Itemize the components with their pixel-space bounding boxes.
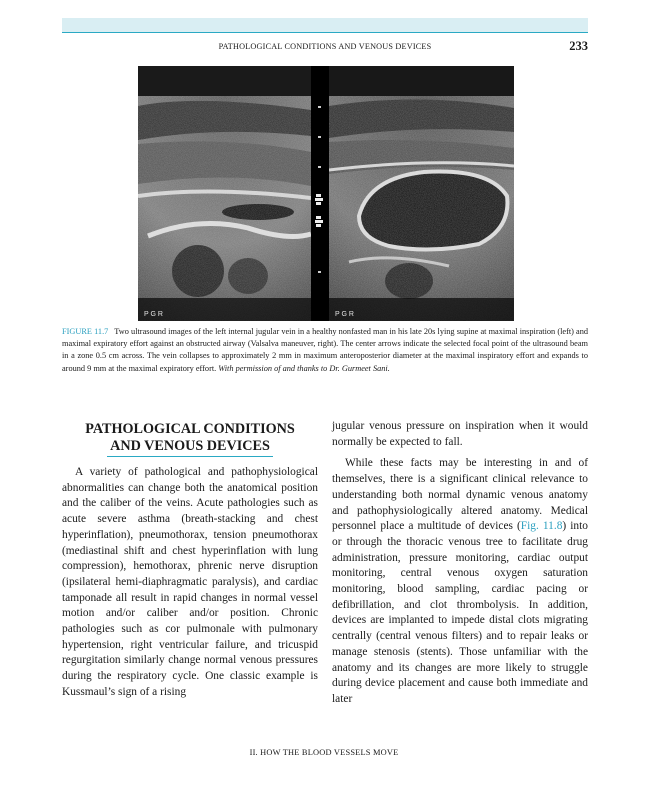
figure-label: FIGURE 11.7 (62, 327, 109, 336)
section-heading-line1: PATHOLOGICAL CONDITIONS (85, 421, 295, 437)
focal-point-arrows (311, 66, 329, 321)
running-footer: II. HOW THE BLOOD VESSELS MOVE (249, 748, 399, 757)
devices-text-part1: While these facts may be interesting in and of themselves, there is a significant clinical relevance to understanding both normal dynamic venous anatomy and pathophysiologically altered anatomy. Medical personnel place a multitude of devices ( (332, 457, 588, 533)
page-number: 233 (569, 39, 588, 53)
section-heading (62, 421, 318, 454)
figure-caption (62, 326, 588, 375)
body-paragraph: A variety of pathological and pathophysiological abnormalities can change both the anatomical position and the caliber of the veins. Acute pathologies such as acute severe asthma (breath-stacking and chest hyperinflation), pneumothorax, tension pneumothorax (mediastinal shift and chest hyperinflation with lung compression), hemothorax, phrenic nerve disruption (ipsilateral hemi-diaphragmatic paralysis), and cardiac tamponade all result in rapid changes in normal vessel motion and/or caliber and/or position. Chronic pathologies such as cor pulmonale with pulmonary hypertension, right ventricular failure, and tricuspid regurgitation similarly change normal venous pressures during the respiratory cycle. One classic example is Kussmaul’s sign of a rising (62, 466, 318, 698)
section-heading-rule (107, 456, 273, 457)
devices-text-part2: ) into or through the thoracic venous tree to facilitate drug administration, pressure monitoring, cardiac output monitoring, central venous oxygen saturation monitoring, blood sampling, cardiac pacing or defibrillation, and clot thrombolysis. In addition, devices are implanted to impede distal clots migrating centrally (central venous filters) and to repair leaks or manage stenosis (stents). Those unfamiliar with the anatomy and its changes are more likely to struggle during device placement and cause both immediate and later (332, 520, 588, 705)
ultrasound-figure (138, 66, 514, 321)
figure-credit: With permission of and thanks to Dr. Gurmeet Sani. (218, 363, 390, 373)
probe-marker-left: P G R (144, 311, 163, 318)
section-heading-line2: AND VENOUS DEVICES (110, 437, 270, 454)
ultrasound-image-inspiration (138, 66, 311, 321)
left-column (62, 465, 318, 701)
continued-paragraph: jugular venous pressure on inspiration when it would normally be expected to fall. (332, 420, 588, 448)
body-paragraph-devices (332, 456, 588, 707)
probe-marker-right: P G R (335, 311, 354, 318)
running-head (62, 40, 588, 56)
running-title: PATHOLOGICAL CONDITIONS AND VENOUS DEVICES (218, 42, 432, 51)
right-column (332, 419, 588, 708)
ultrasound-image-valsalva (329, 66, 514, 321)
figure-caption-text: Two ultrasound images of the left internal jugular vein in a healthy nonfasted man in his late 20s lying supine at maximal inspiration (left) and maximal expiratory effort against an obstructed airway (Valsalva maneuver, right). The center arrows indicate the selected focal point of the ultrasound beam in a zone 0.5 cm across. The vein collapses to approximately 2 mm in maximum anteroposterior diameter at the maximal inspiratory effort and expands to around 9 mm at the maximal expiratory effort. (62, 327, 589, 373)
header-band (62, 18, 588, 33)
figure-reference-link[interactable]: Fig. 11.8 (520, 520, 563, 533)
